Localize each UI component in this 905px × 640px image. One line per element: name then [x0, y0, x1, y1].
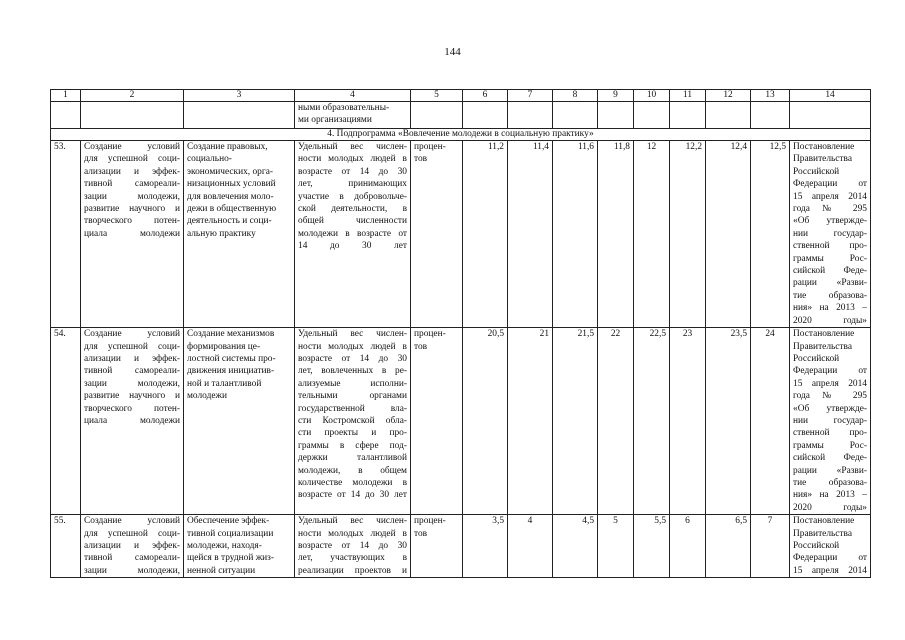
- value-cell: 21: [508, 328, 553, 515]
- value-cell: 12,2: [670, 141, 706, 328]
- page-number: 144: [444, 46, 461, 58]
- row-number: 53.: [51, 141, 81, 328]
- subprogram-row: [51, 129, 871, 141]
- indicator-cell: Удельный вес числен- ности молодых людей в возрасте от 14 до 30 лет, принимающих участие в добровольче- ской деятельности, в общей численности молодежи в возрасте от 14 до 30 лет: [295, 141, 411, 328]
- indicator-cell: Удельный вес числен- ности молодых людей в возрасте от 14 до 30 лет, участвующих в реализации проектов и: [295, 515, 411, 578]
- value-cell: 5,5: [634, 515, 670, 578]
- value-cell: 6: [670, 515, 706, 578]
- task-cell: Создание правовых, социально- экономических, орга- низационных условий для вовлечения моло- дежи в общественную деятельность и соци- альную практику: [184, 141, 295, 328]
- column-number: 14: [790, 90, 871, 102]
- column-number: 6: [463, 90, 508, 102]
- value-cell: 7: [751, 515, 790, 578]
- value-cell: 21,5: [553, 328, 598, 515]
- unit-cell: процен- тов: [411, 141, 463, 328]
- row-number: 54.: [51, 328, 81, 515]
- column-number-row: [51, 90, 871, 102]
- indicators-table: [50, 89, 871, 578]
- value-cell: 24: [751, 328, 790, 515]
- value-cell: 12,5: [751, 141, 790, 328]
- value-cell: 12,4: [706, 141, 751, 328]
- table-row: [51, 328, 871, 515]
- column-number: 2: [81, 90, 184, 102]
- value-cell: 22,5: [634, 328, 670, 515]
- value-cell: 11,2: [463, 141, 508, 328]
- column-number: 4: [295, 90, 411, 102]
- table-row: [51, 141, 871, 328]
- continuation-row: [51, 102, 871, 129]
- column-number: 8: [553, 90, 598, 102]
- subprogram-title: 4. Подпрограмма «Вовлечение молодежи в социальную практику»: [51, 129, 871, 141]
- value-cell: 11,4: [508, 141, 553, 328]
- continuation-text: ными образовательны- ми организациями: [295, 102, 411, 129]
- value-cell: 12: [634, 141, 670, 328]
- value-cell: 6,5: [706, 515, 751, 578]
- unit-cell: процен- тов: [411, 328, 463, 515]
- unit-cell: процен- тов: [411, 515, 463, 578]
- column-number: 13: [751, 90, 790, 102]
- legal-basis-cell: Постановление Правительства Российской Федерации от 15 апреля 2014 года № 295 «Об утвержде- нии государ- ственной про- граммы Рос- сийской Феде- рации «Разви- тие образова- ния» на 2013 – 2020 годы»: [790, 141, 871, 328]
- column-number: 11: [670, 90, 706, 102]
- value-cell: 11,6: [553, 141, 598, 328]
- column-number: 3: [184, 90, 295, 102]
- goal-cell: Создание условий для успешной соци- ализации и эффек- тивной самореали- зации молодежи, развитие научного и творческого потен- циала молодежи: [81, 328, 184, 515]
- goal-cell: Создание условий для успешной соци- ализации и эффек- тивной самореали- зации молодежи,: [81, 515, 184, 578]
- table-row: [51, 515, 871, 578]
- value-cell: 23: [670, 328, 706, 515]
- value-cell: 23,5: [706, 328, 751, 515]
- task-cell: Обеспечение эффек- тивной социализации молодежи, находя- щейся в трудной жиз- ненной ситуации: [184, 515, 295, 578]
- goal-cell: Создание условий для успешной соци- ализации и эффек- тивной самореали- зации молодежи, развитие научного и творческого потен- циала молодежи: [81, 141, 184, 328]
- column-number: 12: [706, 90, 751, 102]
- value-cell: 20,5: [463, 328, 508, 515]
- column-number: 5: [411, 90, 463, 102]
- indicator-cell: Удельный вес числен- ности молодых людей в возрасте от 14 до 30 лет, вовлеченных в ре- ализуемые исполни- тельными органами государственной вла- сти Костромской обла- сти проекты и про- граммы в сфере под- держки талантливой молодежи, в общем количестве молодежи в возрасте от 14 до 30 лет: [295, 328, 411, 515]
- legal-basis-cell: Постановление Правительства Российской Федерации от 15 апреля 2014: [790, 515, 871, 578]
- column-number: 7: [508, 90, 553, 102]
- value-cell: 4: [508, 515, 553, 578]
- task-cell: Создание механизмов формирования це- лостной системы про- движения инициатив- ной и талантливой молодежи: [184, 328, 295, 515]
- column-number: 10: [634, 90, 670, 102]
- value-cell: 11,8: [598, 141, 634, 328]
- value-cell: 4,5: [553, 515, 598, 578]
- value-cell: 5: [598, 515, 634, 578]
- column-number: 9: [598, 90, 634, 102]
- value-cell: 22: [598, 328, 634, 515]
- value-cell: 3,5: [463, 515, 508, 578]
- row-number: 55.: [51, 515, 81, 578]
- legal-basis-cell: Постановление Правительства Российской Федерации от 15 апреля 2014 года № 295 «Об утвержде- нии государ- ственной про- граммы Рос- сийской Феде- рации «Разви- тие образова- ния» на 2013 – 2020 годы»: [790, 328, 871, 515]
- column-number: 1: [51, 90, 81, 102]
